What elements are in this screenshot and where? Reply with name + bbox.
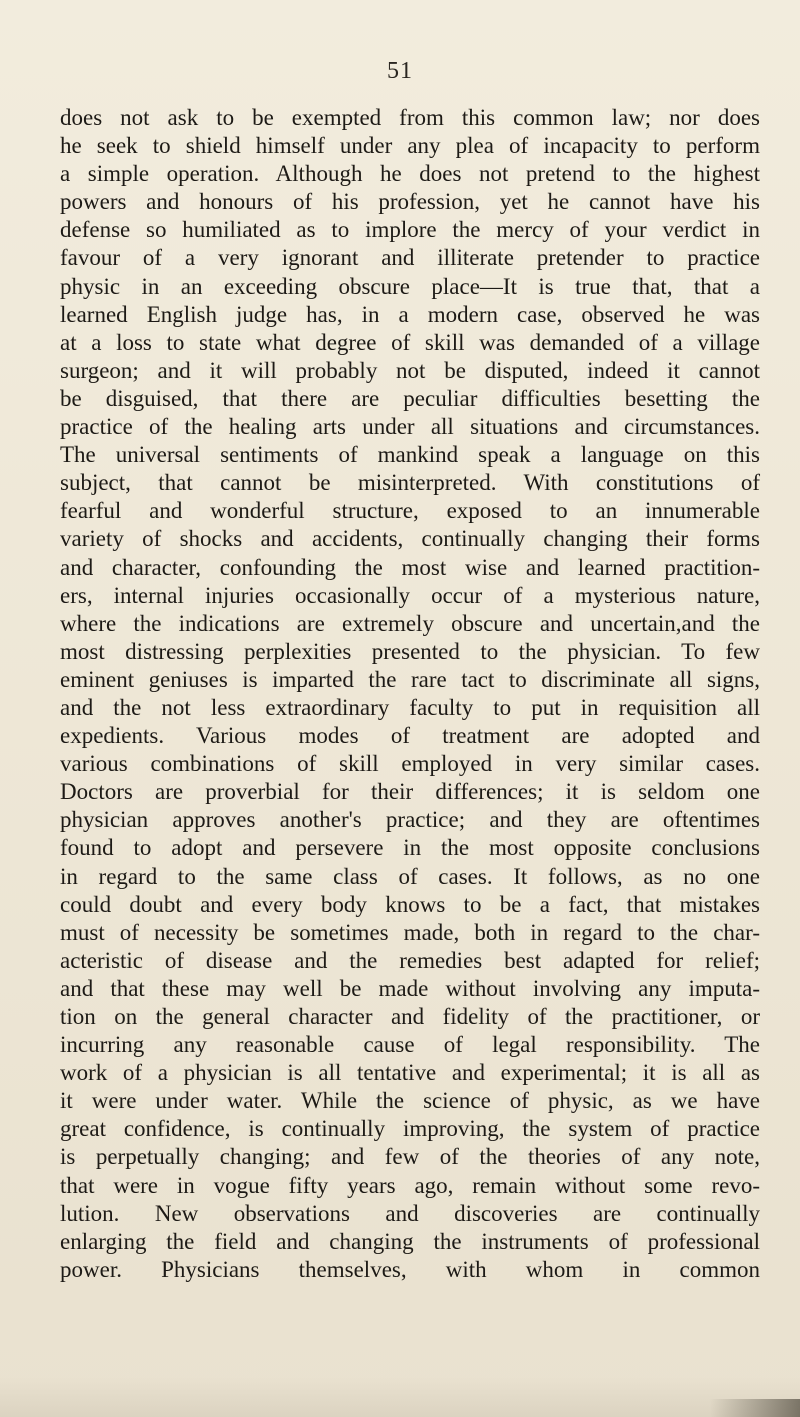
text-line: that were in vogue fifty years ago, remain without some revo- [60,1172,760,1198]
page-corner-shadow [710,1399,800,1417]
text-line: powers and honours of his profession, yet he cannot have his [60,189,760,215]
text-line: a simple operation. Although he does not pretend to the highest [60,161,760,187]
text-line: and character, confounding the most wise and learned practition- [60,554,760,580]
text-line: and that these may well be made without involving any imputa- [60,975,760,1001]
text-line: incurring any reasonable cause of legal responsibility. The [60,1032,760,1058]
text-line: it were under water. While the science of physic, as we have [60,1088,760,1114]
text-line: could doubt and every body knows to be a fact, that mistakes [60,891,760,917]
text-line: various combinations of skill employed in very similar cases. [60,751,760,777]
text-line: defense so humiliated as to implore the mercy of your verdict in [60,217,760,243]
text-line: physician approves another's practice; and they are oftentimes [60,807,760,833]
text-line: is perpetually changing; and few of the theories of any note, [60,1144,760,1170]
text-line: eminent geniuses is imparted the rare tact to discriminate all signs, [60,666,760,692]
text-line: surgeon; and it will probably not be disputed, indeed it cannot [60,357,760,383]
text-line: ers, internal injuries occasionally occur of a mysterious nature, [60,582,760,608]
text-line: subject, that cannot be misinterpreted. With constitutions of [60,470,760,496]
text-line: and the not less extraordinary faculty to put in requisition all [60,694,760,720]
text-line: must of necessity be sometimes made, both in regard to the char- [60,919,760,945]
text-line: The universal sentiments of mankind speak a language on this [60,442,760,468]
text-line: learned English judge has, in a modern case, observed he was [60,301,760,327]
text-line: fearful and wonderful structure, exposed to an innumerable [60,498,760,524]
text-line: does not ask to be exempted from this common law; nor does [60,105,760,130]
page-bottom-shading [0,1377,800,1417]
text-line: Doctors are proverbial for their differences; it is seldom one [60,779,760,805]
page-number: 51 [387,58,413,84]
text-line: where the indications are extremely obscure and uncertain,and the [60,610,760,636]
body-text [60,104,760,1284]
text-line: he seek to shield himself under any plea of incapacity to perform [60,133,760,159]
text-line: most distressing perplexities presented to the physician. To few [60,638,760,664]
text-line: physic in an exceeding obscure place—It is true that, that a [60,273,760,299]
text-line: be disguised, that there are peculiar difficulties besetting the [60,385,760,411]
text-line: acteristic of disease and the remedies best adapted for relief; [60,947,760,973]
text-line: power. Physicians themselves, with whom in common [60,1256,760,1282]
text-line: expedients. Various modes of treatment are adopted and [60,723,760,749]
text-line: in regard to the same class of cases. It follows, as no one [60,863,760,889]
text-line: great confidence, is continually improving, the system of practice [60,1116,760,1142]
text-line: work of a physician is all tentative and experimental; it is all as [60,1060,760,1086]
text-line: lution. New observations and discoveries are continually [60,1200,760,1226]
text-line: variety of shocks and accidents, continually changing their forms [60,526,760,552]
text-line: practice of the healing arts under all situations and circumstances. [60,414,760,440]
text-line: found to adopt and persevere in the most opposite conclusions [60,835,760,861]
text-line: at a loss to state what degree of skill was demanded of a village [60,329,760,355]
text-line: enlarging the field and changing the instruments of professional [60,1228,760,1254]
text-line: favour of a very ignorant and illiterate pretender to practice [60,245,760,271]
text-line: tion on the general character and fidelity of the practitioner, or [60,1004,760,1029]
